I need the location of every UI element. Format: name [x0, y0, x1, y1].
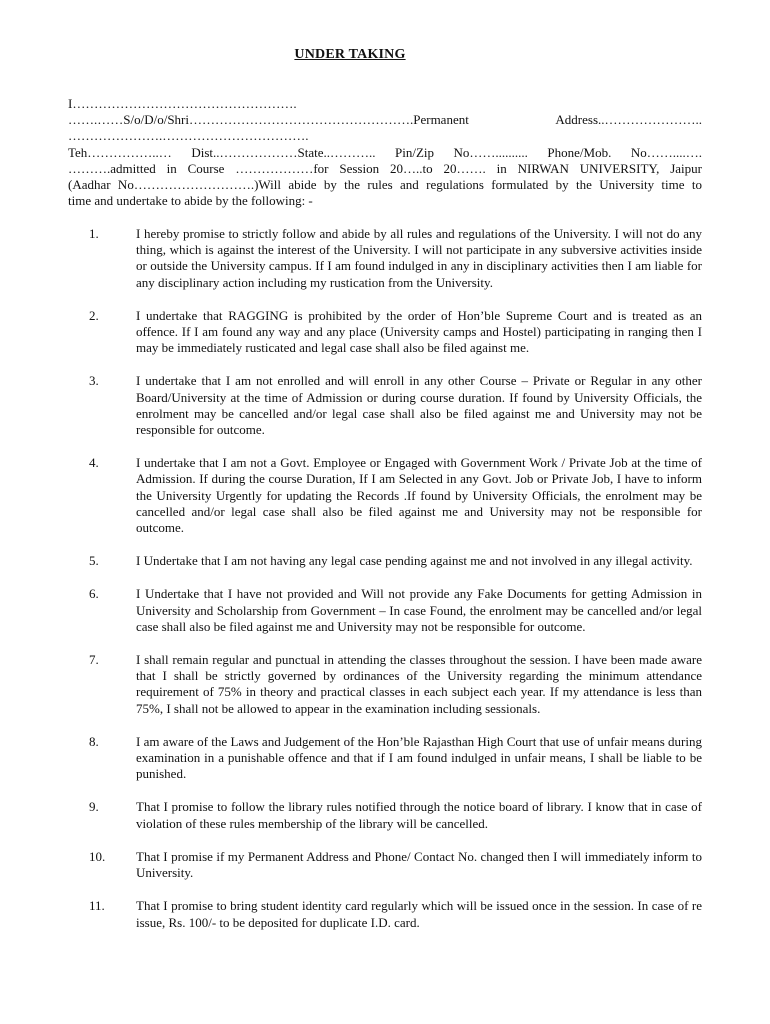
item-text: I Undertake that I have not provided and Will not provide any Fake Documents for getting Admission in University and Scholarship from Government – In case Found, the enrolment may be cancelled and/or legal case shall also be filed against me and University may not be responsible for outcome.: [136, 586, 702, 634]
intro-line-parent-address: …….……S/o/D/o/Shri…………………………………………….Permanent Address..…………………..: [68, 112, 702, 128]
list-item: [0, 898, 770, 930]
list-item: [0, 734, 770, 783]
item-number: 5.: [89, 553, 99, 569]
item-number: 8.: [89, 733, 99, 749]
item-text: I undertake that I am not enrolled and will enroll in any other Course – Private or Regular in any other Board/University at the time of Admission or during course duration. If found by University Officials, the enrolment may be cancelled and/or legal case shall also be filed against me and University may not be responsible for outcome.: [136, 373, 702, 438]
item-text: I undertake that I am not a Govt. Employee or Engaged with Government Work / Private Job at the time of Admission. If during the course Duration, If I am Selected in any Govt. Job or Private Job, I have to inform the University Urgently for updating the Records .If found by University Officials, the enrolment may be cancelled and/or legal case shall also be filed against me and University may not be responsible for outcome.: [136, 455, 702, 536]
item-text: I Undertake that I am not having any legal case pending against me and not involved in any illegal activity.: [136, 553, 693, 569]
list-item: [0, 226, 770, 291]
item-number: 10.: [89, 848, 106, 864]
list-item: [0, 652, 770, 717]
intro-line-name: I…………………………………………….: [68, 96, 297, 111]
item-number: 4.: [89, 455, 99, 471]
document-title: UNDER TAKING: [294, 47, 406, 62]
item-text: I hereby promise to strictly follow and abide by all rules and regulations of the University. I will not do any thing, which is against the interest of the University. I will not participate in any subversive activities inside or outside the University campus. If I am found indulged in any in disciplinary activities then I am liable for any disciplinary action including my rustication from the University.: [136, 226, 702, 290]
intro-line-closing: time and undertake to abide by the following: -: [68, 193, 313, 209]
item-text: That I promise to bring student identity card regularly which will be issued once in the session. In case of re issue, Rs. 100/- to be deposited for duplicate I.D. card.: [136, 898, 702, 930]
intro-paragraph: [68, 96, 702, 209]
item-number: 2.: [89, 307, 99, 323]
list-item: [0, 455, 770, 536]
item-text: I am aware of the Laws and Judgement of the Hon’ble Rajasthan High Court that use of unfair means during examination in a punishable offence and that if I am found indulged in unfair means, I shall be liable to be punished.: [136, 733, 702, 782]
item-number: 6.: [89, 586, 99, 602]
list-item: [0, 849, 770, 881]
item-number: 11.: [89, 898, 105, 914]
intro-line-aadhar: (Aadhar No……………………….)Will abide by the rules and regulations formulated by the University time to: [68, 177, 702, 193]
item-text: I shall remain regular and punctual in attending the classes throughout the session. I have been made aware that I shall be strictly governed by ordinances of the University regarding the minimum attendance requirement of 75% in theory and practical classes in each subject each year. If my attendance is less than 75%, I shall not be allowed to appear in the examination including sessionals.: [136, 652, 702, 716]
undertaking-list: [0, 226, 770, 948]
list-item: [0, 373, 770, 438]
intro-line-course-session: ……….admitted in Course ………………for Session 20…..to 20……. in NIRWAN UNIVERSITY, Jaipur: [68, 160, 702, 176]
item-text: I undertake that RAGGING is prohibited by the order of Hon’ble Supreme Court and is treated as an offence. If I am found any way and any place (University camps and Hostel) participating in ranging then I may be immediately rusticated and legal case shall also be filed against me.: [136, 307, 702, 356]
intro-line-address-cont: ………………….…………………………….: [68, 128, 309, 144]
item-number: 9.: [89, 799, 99, 815]
item-text: That I promise if my Permanent Address and Phone/ Contact No. changed then I will immediately inform to University.: [136, 848, 702, 881]
item-number: 7.: [89, 652, 99, 668]
list-item: [0, 586, 770, 635]
list-item: [0, 308, 770, 357]
list-item: [0, 799, 770, 831]
item-number: 3.: [89, 373, 99, 389]
intro-line-location-phone: Teh……………..… Dist..………………State..……….. Pin/Zip No…….......... Phone/Mob. No……....….: [68, 144, 702, 160]
item-number: 1.: [89, 226, 99, 241]
list-item: [0, 553, 770, 569]
item-text: That I promise to follow the library rules notified through the notice board of library. I know that in case of violation of these rules membership of the library will be cancelled.: [136, 799, 702, 831]
